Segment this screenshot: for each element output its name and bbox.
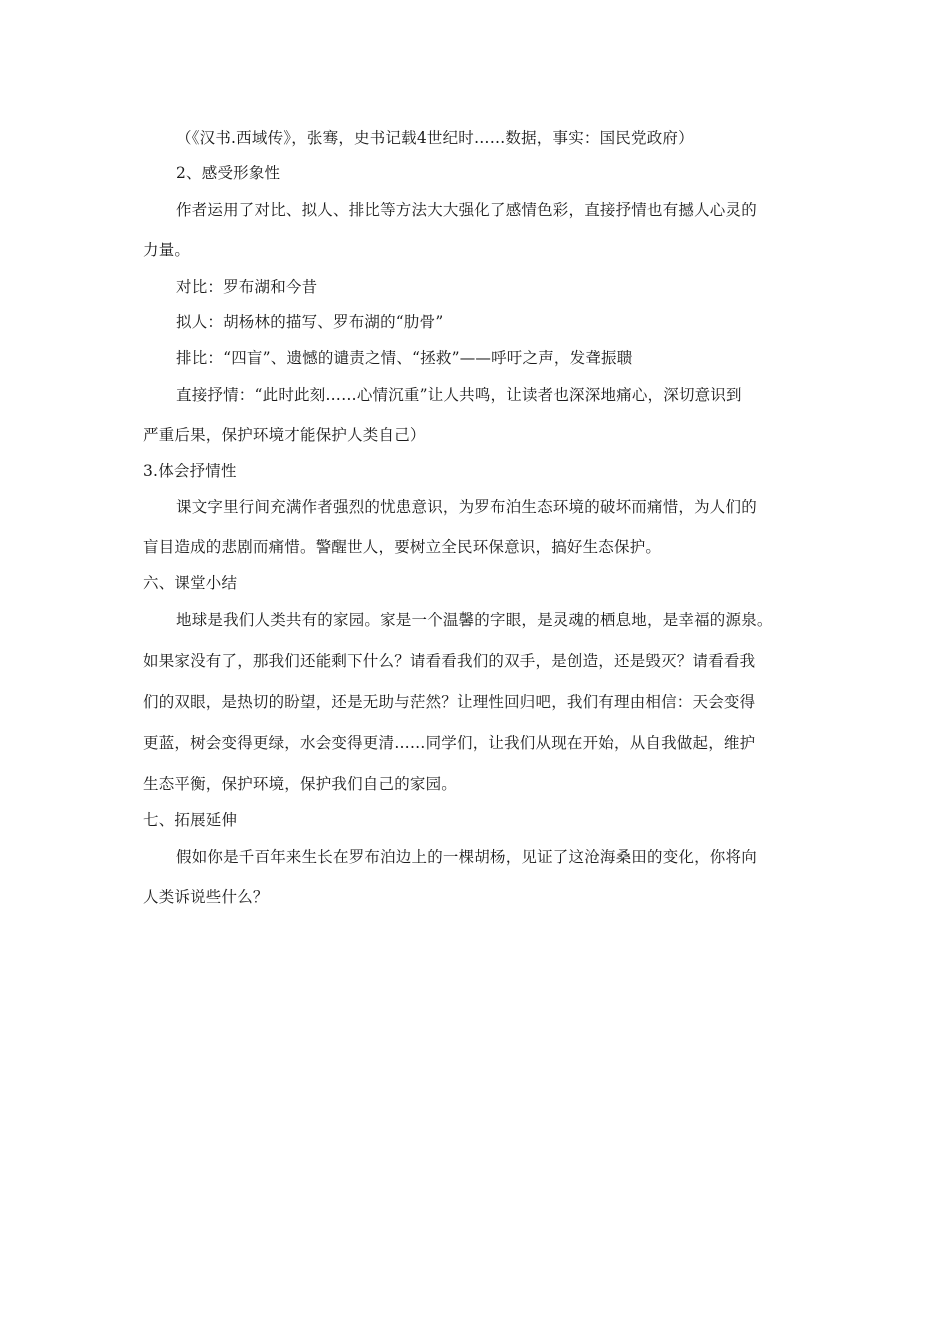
paragraph-line: 对比：罗布湖和今昔	[176, 278, 318, 296]
section-heading: 2、感受形象性	[176, 164, 281, 182]
paragraph-line: （《汉书.西域传》，张骞，史书记载4世纪时……数据，事实：国民党政府）	[176, 129, 694, 147]
paragraph-line: 严重后果，保护环境才能保护人类自己）	[143, 426, 426, 444]
paragraph-line: 作者运用了对比、拟人、排比等方法大大强化了感情色彩，直接抒情也有撼人心灵的	[176, 201, 757, 219]
section-heading: 六、课堂小结	[143, 574, 238, 592]
paragraph-line: 排比：“四盲”、遗憾的谴责之情、“拯救”——呼吁之声，发聋振聩	[176, 349, 633, 367]
section-heading: 七、拓展延伸	[143, 811, 238, 829]
paragraph-line: 假如你是千百年来生长在罗布泊边上的一棵胡杨，见证了这沧海桑田的变化，你将向	[176, 848, 757, 866]
paragraph-line: 更蓝，树会变得更绿，水会变得更清……同学们，让我们从现在开始，从自我做起，维护	[143, 734, 756, 752]
paragraph-line: 力量。	[143, 241, 191, 259]
section-heading: 3.体会抒情性	[143, 462, 237, 480]
paragraph-line: 人类诉说些什么？	[143, 888, 269, 906]
paragraph-line: 直接抒情：“此时此刻……心情沉重”让人共鸣，让读者也深深地痛心，深切意识到	[176, 386, 742, 404]
paragraph-line: 盲目造成的悲剧而痛惜。警醒世人，要树立全民环保意识，搞好生态保护。	[143, 538, 662, 556]
paragraph-line: 课文字里行间充满作者强烈的忧患意识，为罗布泊生态环境的破坏而痛惜，为人们的	[176, 498, 757, 516]
paragraph-line: 生态平衡，保护环境，保护我们自己的家园。	[143, 775, 458, 793]
paragraph-line: 拟人：胡杨林的描写、罗布湖的“肋骨”	[176, 313, 444, 331]
paragraph-line: 地球是我们人类共有的家园。家是一个温馨的字眼，是灵魂的栖息地，是幸福的源泉。	[176, 611, 773, 629]
paragraph-line: 如果家没有了，那我们还能剩下什么？请看看我们的双手，是创造，还是毁灭？请看看我	[143, 652, 756, 670]
paragraph-line: 们的双眼，是热切的盼望，还是无助与茫然？让理性回归吧，我们有理由相信：天会变得	[143, 693, 756, 711]
